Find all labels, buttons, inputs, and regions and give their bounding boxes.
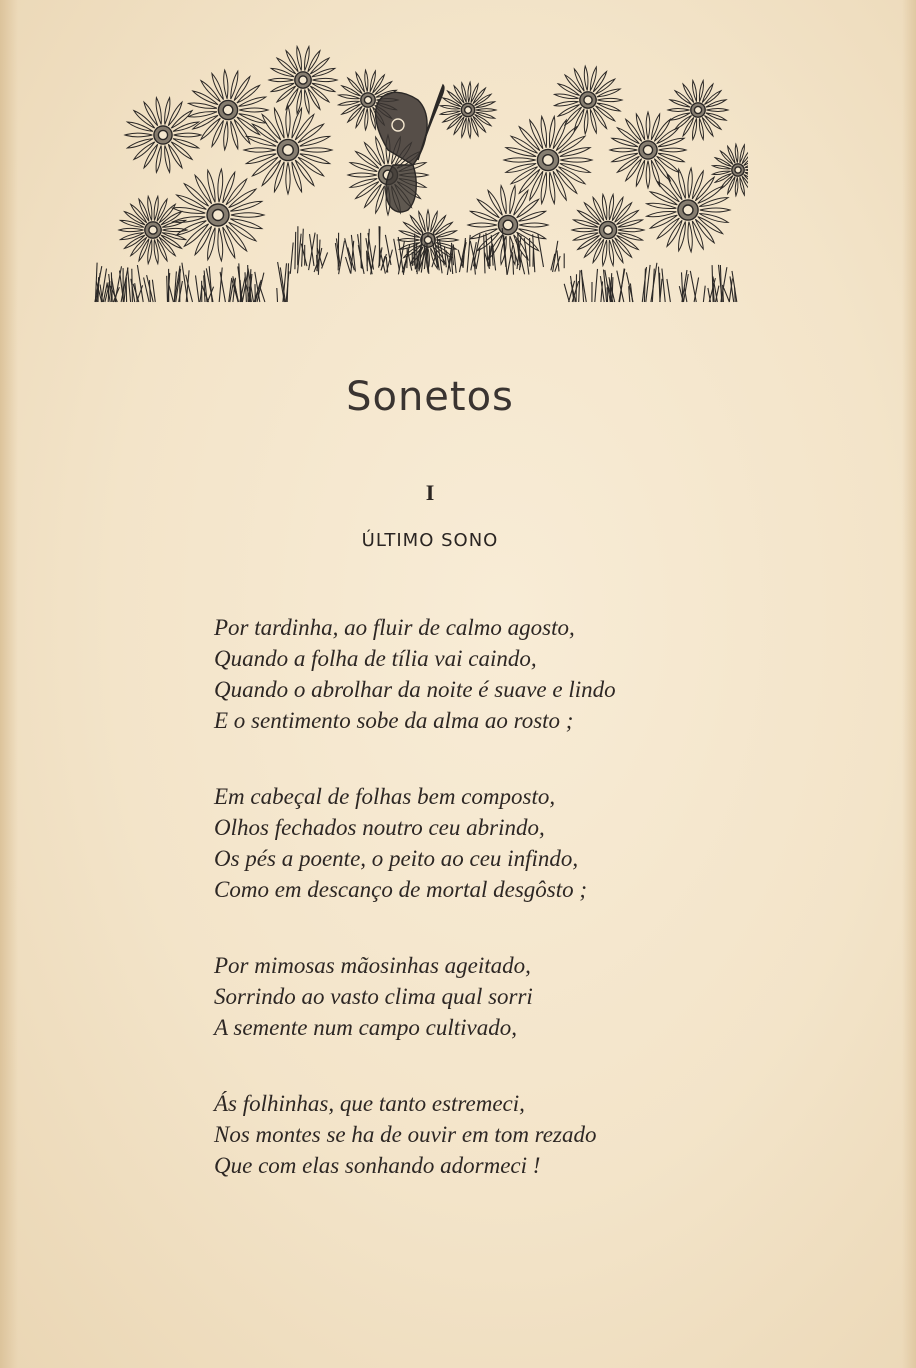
stanza [214, 781, 734, 905]
poem-body [214, 612, 734, 1181]
page-edge-right [902, 0, 916, 1368]
poem-line: Os pés a poente, o peito ao ceu infindo, [214, 846, 579, 871]
poem-line: Como em descanço de mortal desgôsto ; [214, 877, 588, 902]
poem-line: E o sentimento sobe da alma ao rosto ; [214, 708, 574, 733]
poem-line: Que com elas sonhando adormeci ! [214, 1153, 541, 1178]
poem-line: Quando o abrolhar da noite é suave e lindo [214, 677, 616, 702]
sonnet-title: ÚLTIMO SONO [361, 530, 499, 551]
stanza [214, 950, 734, 1043]
sonnet-number: I [425, 480, 435, 505]
poem-line: Sorrindo ao vasto clima qual sorri [214, 984, 533, 1009]
page-edge-left [0, 0, 18, 1368]
poem-line: Quando a folha de tília vai caindo, [214, 646, 537, 671]
page-title: Sonetos [346, 374, 514, 420]
stanza [214, 1088, 734, 1181]
poem-line: Ás folhinhas, que tanto estremeci, [214, 1091, 525, 1116]
poem-line: Nos montes se ha de ouvir em tom rezado [214, 1122, 597, 1147]
poem-line: A semente num campo cultivado, [214, 1015, 517, 1040]
poem-line: Em cabeçal de folhas bem composto, [214, 784, 556, 809]
stanza [214, 612, 734, 736]
poem-line: Por tardinha, ao fluir de calmo agosto, [214, 615, 575, 640]
poem-line: Por mimosas mãosinhas ageitado, [214, 953, 531, 978]
flower-butterfly-engraving-icon [88, 40, 748, 310]
poem-line: Olhos fechados noutro ceu abrindo, [214, 815, 545, 840]
